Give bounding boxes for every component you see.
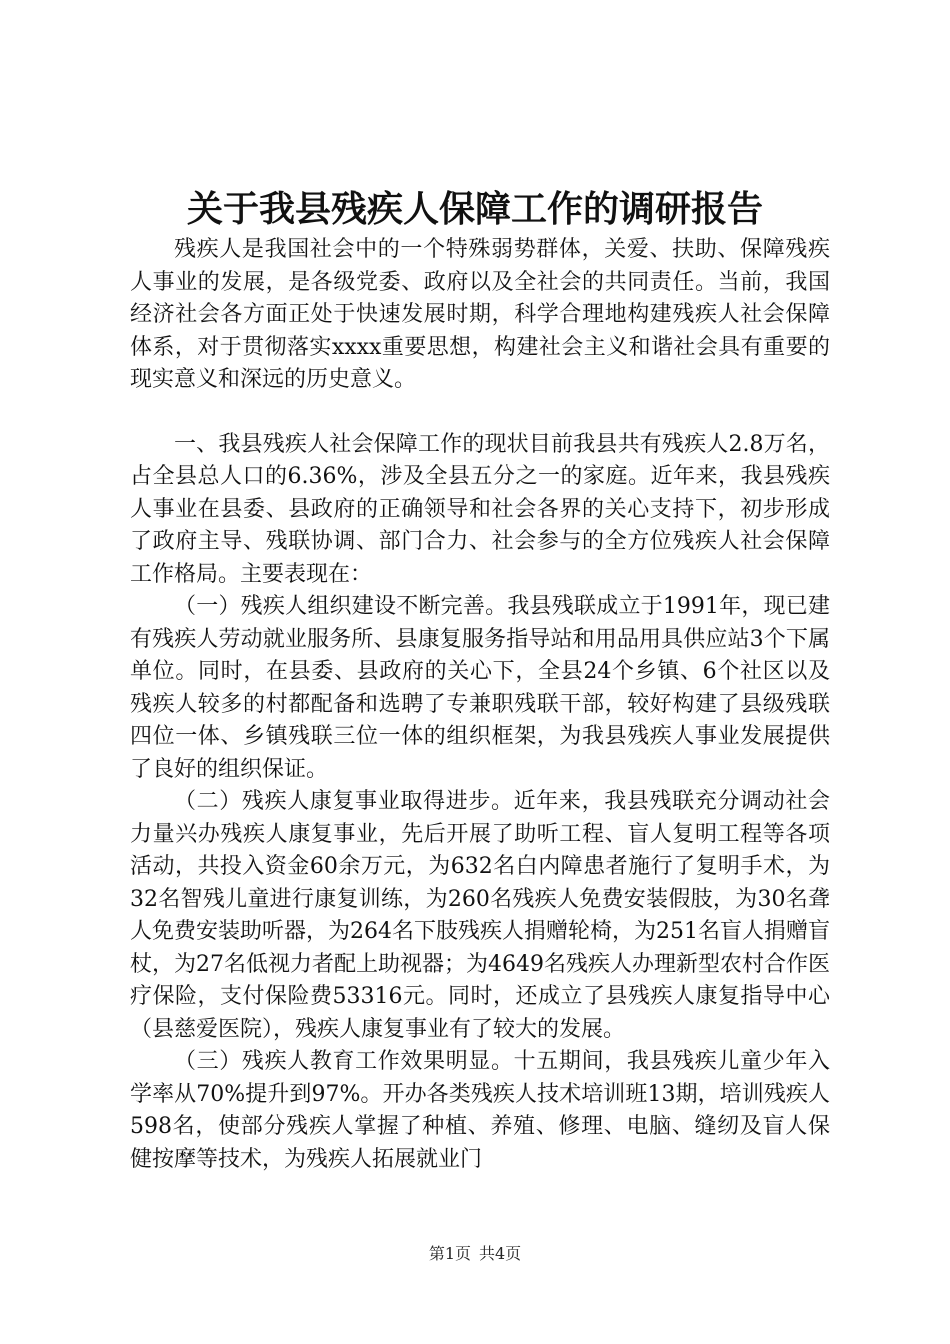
document-body <box>130 234 830 1176</box>
paragraph-organization: （一）残疾人组织建设不断完善。我县残联成立于1991年，现已建有残疾人劳动就业服务所、县康复服务指导站和用品用具供应站3个下属单位。同时，在县委、县政府的关心下，全县24个乡镇、6个社区以及残疾人较多的村都配备和选聘了专兼职残联干部，较好构建了县级残联四位一体、乡镇残联三位一体的组织框架，为我县残疾人事业发展提供了良好的组织保证。 <box>130 594 830 782</box>
page-number: 第1页 <box>428 1244 471 1263</box>
page-total: 共4页 <box>479 1244 522 1263</box>
paragraph-rehabilitation: （二）残疾人康复事业取得进步。近年来，我县残联充分调动社会力量兴办残疾人康复事业，先后开展了助听工程、盲人复明工程等各项活动，共投入资金60余万元，为632名白内障患者施行了复明手术，为32名智残儿童进行康复训练，为260名残疾人免费安装假肢，为30名聋人免费安装助听器，为264名下肢残疾人捐赠轮椅，为251名盲人捐赠盲杖，为27名低视力者配上助视器；为4649名残疾人办理新型农村合作医疗保险，支付保险费53316元。同时，还成立了县残疾人康复指导中心（县慈爱医院），残疾人康复事业有了较大的发展。 <box>130 789 830 1042</box>
page-footer <box>0 1243 950 1265</box>
document-title: 关于我县残疾人保障工作的调研报告 <box>186 188 763 230</box>
paragraph-section-1: 一、我县残疾人社会保障工作的现状目前我县共有残疾人2.8万名，占全县总人口的6.36%，涉及全县五分之一的家庭。近年来，我县残疾人事业在县委、县政府的正确领导和社会各界的关心支持下，初步形成了政府主导、残联协调、部门合力、社会参与的全方位残疾人社会保障工作格局。主要表现在： <box>130 431 830 587</box>
paragraph-intro: 残疾人是我国社会中的一个特殊弱势群体，关爱、扶助、保障残疾人事业的发展，是各级党委、政府以及全社会的共同责任。当前，我国经济社会各方面正处于快速发展时期，科学合理地构建残疾人社会保障体系，对于贯彻落实xxxx重要思想，构建社会主义和谐社会具有重要的现实意义和深远的历史意义。 <box>130 237 830 392</box>
paragraph-education: （三）残疾人教育工作效果明显。十五期间，我县残疾儿童少年入学率从70%提升到97%。开办各类残疾人技术培训班13期，培训残疾人598名，使部分残疾人掌握了种植、养殖、修理、电脑、缝纫及盲人保健按摩等技术，为残疾人拓展就业门 <box>130 1049 830 1172</box>
